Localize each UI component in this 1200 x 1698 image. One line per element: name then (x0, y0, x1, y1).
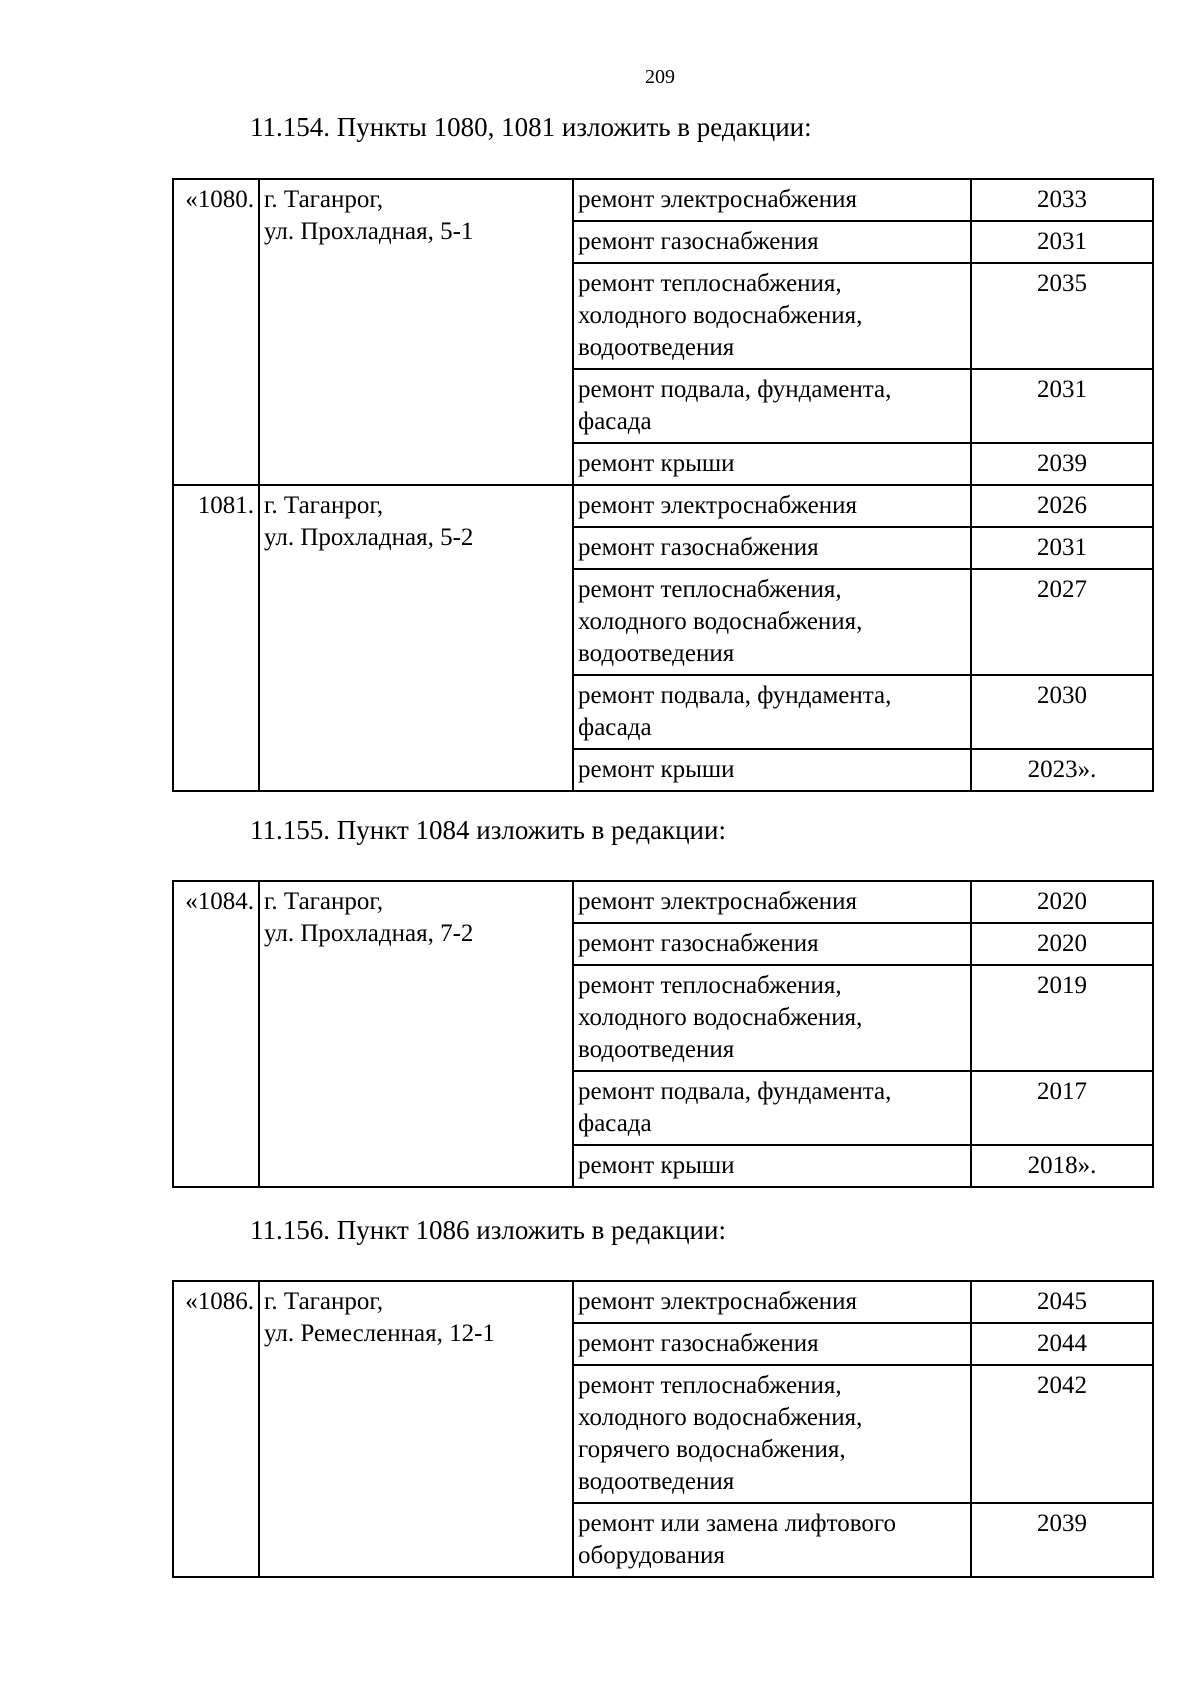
item-address (259, 179, 573, 485)
address-line: ул. Прохладная, 5-1 (264, 218, 474, 245)
address-line: ул. Прохладная, 5-2 (264, 524, 474, 551)
work-type: ремонт газоснабжения (573, 527, 971, 569)
address-line: ул. Прохладная, 7-2 (264, 920, 474, 947)
work-type: ремонт газоснабжения (573, 221, 971, 263)
address-line: г. Таганрог, (264, 492, 384, 519)
item-address (259, 881, 573, 1187)
item-address (259, 1281, 573, 1577)
work-type: ремонт подвала, фундамента, фасада (573, 1071, 971, 1145)
work-type: ремонт теплоснабжения, холодного водоснабжения, водоотведения (573, 965, 971, 1071)
work-type: ремонт теплоснабжения, холодного водоснабжения, водоотведения (573, 569, 971, 675)
work-year: 2045 (971, 1281, 1153, 1323)
work-type: ремонт газоснабжения (573, 923, 971, 965)
work-year: 2031 (971, 527, 1153, 569)
table-row (173, 179, 1153, 221)
work-type: ремонт электроснабжения (573, 485, 971, 527)
work-year: 2026 (971, 485, 1153, 527)
item-number: «1086. (173, 1281, 259, 1577)
amendment-table (172, 178, 1154, 792)
table-row (173, 881, 1153, 923)
item-address (259, 485, 573, 791)
work-year: 2039 (971, 443, 1153, 485)
work-type: ремонт газоснабжения (573, 1323, 971, 1365)
work-type: ремонт теплоснабжения, холодного водоснабжения, водоотведения (573, 263, 971, 369)
item-number: «1080. (173, 179, 259, 485)
item-number: «1084. (173, 881, 259, 1187)
work-year: 2030 (971, 675, 1153, 749)
work-year: 2018». (971, 1145, 1153, 1187)
work-type: ремонт крыши (573, 443, 971, 485)
address-line: г. Таганрог, (264, 1288, 384, 1315)
address-line: г. Таганрог, (264, 186, 384, 213)
address-line: ул. Ремесленная, 12-1 (264, 1320, 495, 1347)
page-number: 209 (645, 66, 675, 88)
work-year: 2031 (971, 369, 1153, 443)
table-row (173, 1281, 1153, 1323)
work-type: ремонт электроснабжения (573, 1281, 971, 1323)
work-type: ремонт или замена лифтового оборудования (573, 1503, 971, 1577)
work-year: 2044 (971, 1323, 1153, 1365)
section-heading: 11.156. Пункт 1086 изложить в редакции: (250, 1215, 726, 1245)
table-row (173, 485, 1153, 527)
item-number: 1081. (173, 485, 259, 791)
work-year: 2017 (971, 1071, 1153, 1145)
work-year: 2035 (971, 263, 1153, 369)
section-heading: 11.154. Пункты 1080, 1081 изложить в редакции: (250, 112, 812, 142)
work-year: 2027 (971, 569, 1153, 675)
work-type: ремонт крыши (573, 749, 971, 791)
work-year: 2020 (971, 881, 1153, 923)
work-year: 2020 (971, 923, 1153, 965)
work-type: ремонт электроснабжения (573, 179, 971, 221)
amendment-table (172, 880, 1154, 1188)
address-line: г. Таганрог, (264, 888, 384, 915)
work-year: 2019 (971, 965, 1153, 1071)
work-year: 2031 (971, 221, 1153, 263)
amendment-table (172, 1280, 1154, 1578)
work-year: 2042 (971, 1365, 1153, 1503)
work-type: ремонт подвала, фундамента, фасада (573, 675, 971, 749)
work-year: 2023». (971, 749, 1153, 791)
work-type: ремонт подвала, фундамента, фасада (573, 369, 971, 443)
work-year: 2033 (971, 179, 1153, 221)
section-heading: 11.155. Пункт 1084 изложить в редакции: (250, 815, 726, 845)
work-type: ремонт крыши (573, 1145, 971, 1187)
work-type: ремонт теплоснабжения, холодного водоснабжения, горячего водоснабжения, водоотведения (573, 1365, 971, 1503)
work-year: 2039 (971, 1503, 1153, 1577)
work-type: ремонт электроснабжения (573, 881, 971, 923)
